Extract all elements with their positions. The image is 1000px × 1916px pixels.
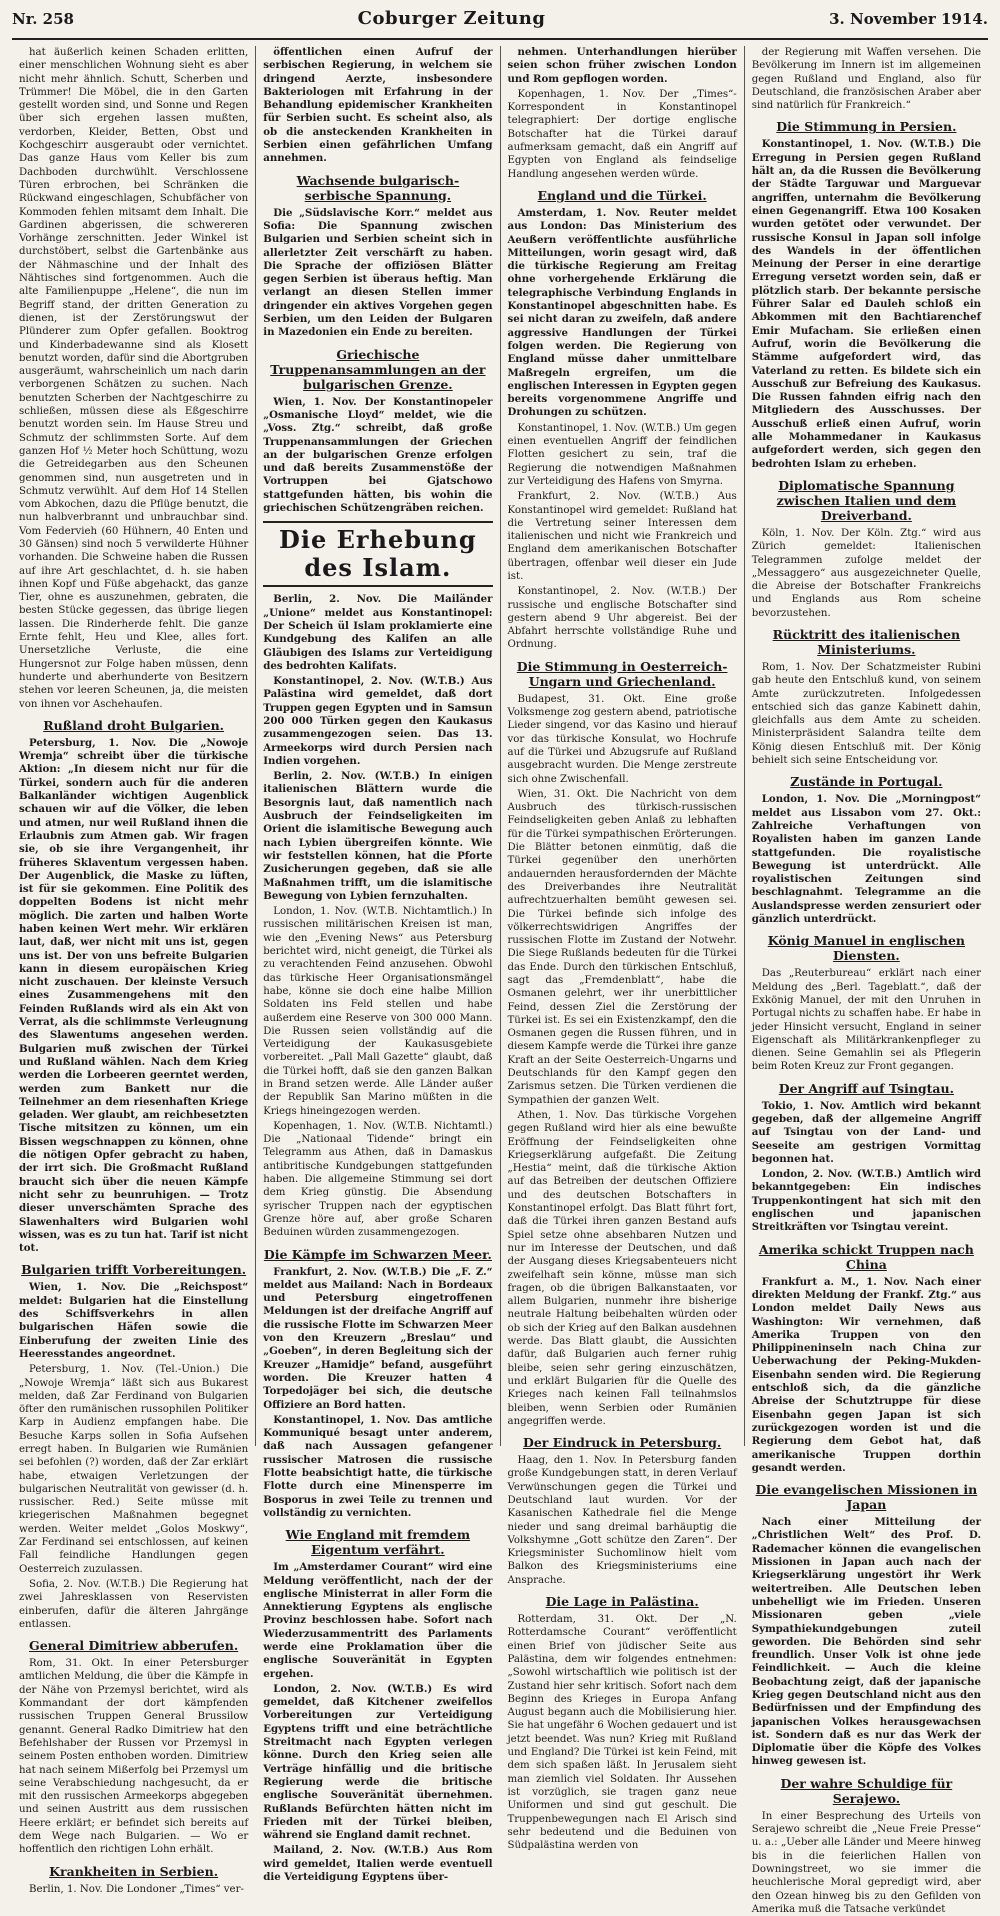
article-text: Konstantinopel, 2. Nov. (W.T.B.) Der russische und englische Botschafter sind gestern abend 9 Uhr abgereist. Bei der Abfahrt herrschte vollständige Ruhe und Ordnung.	[507, 586, 737, 651]
article-text: Frankfurt, 2. Nov. (W.T.B.) Die „F. Z.“ meldet aus Mailand: Nach in Bordeaux und Petersburg eingetroffenen Meldungen ist der dreifache Angriff auf die russische Flotte im Schwarzen Meer von den Kreuzern „Breslau“ und „Goeben“, in deren Begleitung sich der Kreuzer „Hamidje“ befand, ausgeführt worden. Die Kreuzer hatten 4 Torpedojäger bei sich, die deutsche Offiziere an Bord hatten.	[263, 1265, 493, 1411]
article-text: der Regierung mit Waffen versehen. Die Bevölkerung im Innern ist im allgemeinen gegen Rußland und England, also für Deutschland, die französischen Araber aber sind natürlich für Frankreich.“	[751, 47, 981, 112]
article-text: Die „Südslavische Korr.“ meldet aus Sofia: Die Spannung zwischen Bulgarien und Serbien scheint sich in allerletzter Zeit verschärft zu haben. Die Sprache der offiziösen Blätter gegen Serbien ist überaus heftig. Man verlangt an diesen Stellen immer dringender ein aktives Vorgehen gegen Serbien, um den Leiden der Bulgaren in Mazedonien ein Ende zu bereiten.	[263, 206, 493, 339]
article-text: öffentlichen einen Aufruf der serbischen Regierung, in welchem sie dringend Aerzte, insbesondere Bakteriologen mit Erfahrung in der Behandlung epidemischer Krankheiten für Serbien sucht. Es scheint also, als ob die ansteckenden Krankheiten in Serbien einen gefährlichen Umfang annehmen.	[263, 46, 493, 165]
article-text: nehmen. Unterhandlungen hierüber seien schon früher zwischen London und Rom gepflogen worden.	[507, 46, 737, 85]
article-text: Petersburg, 1. Nov. Die „Nowoje Wremja“ schreibt über die türkische Aktion: „In diesem nicht nur für die Türkei, sondern auch für die anderen Balkanländer wichtigen Augenblick schauen wir auf die Völker, die leben und atmen, nur weil Rußland ihnen die Erlaubnis zum Atmen gab. Wir fragen sie, ob sie ihre Vergangenheit, ihr früheres Sklaventum vergessen haben. Der Augenblick, die Maske zu lüften, ist für sie gekommen. Eine Politik des doppelten Bodens ist nicht mehr möglich. Die zarten und halben Worte haben keinen Wert mehr. Wir erklären laut, daß, wer nicht mit uns ist, gegen uns ist. Der von uns befreite Bulgarien kann in diesem europäischen Krieg nicht zuschauen. Der kleinste Versuch eines Zusammengehens mit den Feinden Rußlands wird als ein Akt von Verrat, als die schlimmste Verleugnung des Slawentums angesehen werden. Bulgarien muß zwischen der Türkei und Rußland wählen. Nach dem Krieg werden die Lorbeeren geerntet werden, werden zum Bankett nur die Teilnehmer an dem riesenhaften Kriege geladen. Wer glaubt, am reichbesetzten Tische mitsitzen zu können, um ein Bissen wegschnappen zu können, ohne die nötigen Opfer gebracht zu haben, der irrt sich. Die Großmacht Rußland braucht sich über die neuen Kämpfe nicht sehr zu beunruhigen. — Trotz dieser unverschämten Sprache des Slawenhalters wird Bulgarien wohl wissen, was es zu tun hat. Tarif ist nicht tot.	[19, 736, 249, 1255]
main-headline: Die Erhebung des Islam.	[263, 521, 492, 587]
column-2	[256, 46, 500, 1884]
article-text: Budapest, 31. Okt. Eine große Volksmenge zog gestern abend, patriotische Lieder singend, vor das Kasino und hierauf vor das türkische Konsulat, wo Hochrufe auf die Türkei und Abzugsrufe auf Rußland ausgebracht wurden. Die Menge zerstreute sich ohne Zwischenfall.	[507, 693, 737, 785]
issue-number: Nr. 258	[12, 10, 74, 28]
article-text: Tokio, 1. Nov. Amtlich wird bekannt gegeben, daß der allgemeine Angriff auf Tsingtau von der Land- und Seeseite am gestrigen Vormittag begonnen hat.	[751, 1099, 981, 1165]
headline: Die Kämpfe im Schwarzen Meer.	[263, 1246, 492, 1262]
headline: Zustände in Portugal.	[790, 774, 943, 790]
headline: König Manuel in englischen Diensten.	[767, 933, 965, 964]
headline: Der wahre Schuldige für Serajewo.	[780, 1775, 953, 1806]
headline: Die Stimmung in Oesterreich-Ungarn und Griechenland.	[516, 658, 728, 689]
article-text: Sofia, 2. Nov. (W.T.B.) Die Regierung hat zwei Jahresklassen von Reservisten einberufen, dafür die älteren Jahrgänge entlassen.	[19, 1578, 249, 1630]
headline: General Dimitriew abberufen.	[29, 1638, 239, 1654]
headline: Rußland droht Bulgarien.	[43, 717, 225, 733]
article-text: Berlin, 2. Nov. Die Mailänder „Unione“ meldet aus Konstantinopel: Der Scheich ül Islam proklamierte eine Kundgebung des Kalifen an alle Gläubigen des Islams zur Verteidigung des bedrohten Kalifats.	[263, 593, 493, 672]
article-text: London, 1. Nov. Die „Morningpost“ meldet aus Lissabon vom 27. Okt.: Zahlreiche Verhaftungen von Royalisten haben im ganzen Lande stattgefunden. Die royalistische Bewegung ist unterdrückt. Alle royalistischen Zeitungen sind beschlagnahmt. Telegramme an die Auslandspresse werden zensuriert oder gänzlich unterdrückt.	[751, 793, 981, 926]
headline: Rücktritt des italienischen Ministeriums.	[772, 626, 961, 657]
article-text: Athen, 1. Nov. Das türkische Vorgehen gegen Rußland wird hier als eine bewußte Eröffnung der Feindseligkeiten ohne Kriegserklärung aufgefaßt. Die Zeitung „Hestia“ meint, daß die türkische Aktion auf das Betreiben der deutschen Offiziere und des deutschen Botschafters in Konstantinopel erfolgt. Das Blatt führt fort, daß die Türkei ihren ganzen Bestand aufs Spiel setze ohne absehbaren Nutzen und nur im Interesse der Deutschen, und daß der Ausgang dieses Kriegsabenteuers nicht zweifelhaft sein könne, müsse man sich fragen, ob die übrigen Balkanstaaten, vor allem Bulgarien, nunmehr ihre bisherige neutrale Haltung beibehalten würden oder ob sich der Krieg auf den Balkan ausdehnen werde. Das Blatt glaubt, die Aussichten dafür, daß Bulgarien auch ferner ruhig bleibe, seien sehr gering einzuschätzen, und erklärt Bulgarien für die Quelle des Krieges nach keinen Fall teilnahmslos bleiben, wenn Serbien oder Rumänien angegriffen werde.	[507, 1109, 737, 1427]
newspaper-title: Coburger Zeitung	[357, 8, 546, 29]
article-text: London, 2. Nov. (W.T.B.) Es wird gemeldet, daß Kitchener zweifellos Vorbereitungen zur Verteidigung Egyptens trifft und eine beträchtliche Streitmacht nach Egypten verlegen könne. Durch den Krieg seien alle Verträge hinfällig und die britische Regierung werde die britische englische Souveränität übernehmen. Rußlands Befürchten hätten nicht im Frieden mit der Türkei bleiben, während sie England damit rechnet.	[263, 1682, 493, 1842]
headline: Die Stimmung in Persien.	[776, 119, 957, 135]
headline: Diplomatische Spannung zwischen Italien und dem Dreiverband.	[776, 477, 957, 523]
article-text: Amsterdam, 1. Nov. Reuter meldet aus London: Das Ministerium des Aeußern veröffentlichte ausführliche Mitteilungen, worin gesagt wird, daß die türkische Regierung am Freitag ohne vorhergehende Erklärung die telegraphische Verbindung Englands in Konstantinopel abgeschnitten habe. Es sei nicht daran zu zweifeln, daß andere aggressive Handlungen der Türkei folgen werden. Die Regierung von England müsse daher unmittelbare Maßregeln ergreifen, um die englischen Interessen in Egypten gegen bereits vorgenommene Angriffe und Drohungen zu schützen.	[507, 206, 737, 419]
article-text: Mailand, 2. Nov. (W.T.B.) Aus Rom wird gemeldet, Italien werde eventuell die Verteidigung Egyptens über-	[263, 1844, 493, 1884]
headline: Amerika schickt Truppen nach China	[758, 1241, 974, 1272]
article-text: Nach einer Mitteilung der „Christlichen Welt“ des Prof. D. Rademacher können die evangelischen Missionen in Japan auch nach der Kriegserklärung ungestört ihr Werk weitertreiben. Alle Deutschen leben unbehelligt wie im Frieden. Unseren Missionaren geben „viele Sympathiekundgebungen zuteil geworden. Die Behörden sind sehr freundlich. Unser Volk ist ohne jede Feindlichkeit. — Auch die kleine Beobachtung zeigt, daß der japanische Krieg gegen Deutschland nicht aus den Bedürfnissen und der Empfindung des japanischen Volkes herausgewachsen ist. Sondern daß es nur das Werk der Diplomatie über die Köpfe des Volkes hinweg gewesen ist.	[751, 1516, 981, 1768]
article-text: hat äußerlich keinen Schaden erlitten, einer menschlichen Wohnung sieht es aber nicht mehr ähnlich. Schutt, Scherben und Trümmer! Die Möbel, die in den Garten gestellt worden sind, und Sonne und Regen über sich ergehen lassen mußten, verdorben, Kleider, Betten, Obst und Kochgeschirr ausgeraubt oder vernichtet. Das ganze Haus vom Keller bis zum Dachboden durchwühlt. Verschlossene Türen erbrochen, bei Schränken die Rückwand eingeschlagen, Schubfächer von Kommoden fehlen mitsamt dem Inhalt. Die Gardinen abgerissen, die schwereren Vorhänge zerschnitten. Jeder Winkel ist durchstöbert, selbst die Gartenbänke aus der Nähmaschine und der Inhalt des Nähtisches sind fortgenommen. Auch die alte Familienpuppe „Helene“, die nun im Begriff stand, der dritten Generation zu dienen, ist der Zerstörungswut der Plünderer zum Opfer gefallen. Booktrog und Kinderbadewanne sind als Klosett benutzt worden, dafür sind die Abortgruben ausgeräumt, wahrscheinlich um nach darin verborgenen Schätzen zu suchen. Nach benutzten Scherben der Nachtgeschirre zu schließen, müssen diese als Eßgeschirre benutzt worden sein. Im Hause Streu und Schmutz der schlimmsten Sorte. Auf dem ganzen Hof ½ Meter hoch Schüttung, wozu die Getreidegarben aus den Scheunen genommen sind, nun ausgetreten und in Schmutz verwühlt. Auf dem Hof 14 Stellen vom Abkochen, dazu die Pflüge benutzt, die nun halbverbrannt und unbrauchbar sind. Vom Federvieh (60 Hühnern, 40 Enten und 30 Gänsen) sind noch 5 verwilderte Hühner vorhanden. Die Schweine haben die Russen auf ihre Art geschlachtet, d. h. sie haben ihnen Kopf und Füße abgehackt, das ganze Tier, ohne es auszunehmen, gebraten, die besten Stücke gegessen, das übrige liegen lassen. Die Rinderherde fehlt. Die ganze Ernte fehlt, Heu und Klee, alles fort. Unersetzliche Verluste, die eine Hungersnot zur Folge haben müssen, denn hunderte und aberhunderte von Besitzern stehen vor leeren Scheunen, ja, die meisten von ihnen vor Aschehaufen.	[19, 47, 249, 710]
article-text: Konstantinopel, 1. Nov. Das amtliche Kommuniqué besagt unter anderem, daß nach Aussagen gefangener russischer Matrosen die russische Flotte beabsichtigt hatte, die türkische Flotte durch eine Minensperre im Bosporus in zwei Teile zu trennen und vollständig zu vernichten.	[263, 1413, 493, 1519]
headline: Der Angriff auf Tsingtau.	[778, 1080, 954, 1096]
article-text: Kopenhagen, 1. Nov. (W.T.B. Nichtamtl.) Die „Nationaal Tidende“ bringt ein Telegramm aus Athen, daß in Damaskus antibritische Kundgebungen stattgefunden haben. Die allgemeine Stimmung sei dort dem Krieg günstig. Die Absendung syrischer Truppen nach der egyptischen Grenze höre auf, aber große Scharen Beduinen würden zusammengezogen.	[263, 1120, 493, 1239]
headline: England und die Türkei.	[537, 187, 707, 203]
article-text: Konstantinopel, 1. Nov. (W.T.B.) Die Erregung in Persien gegen Rußland hält an, da die Russen die Bevölkerung der Städte Targuwar und Marguevar angriffen, unternahm die Bevölkerung einen Gegenangriff. Etwa 100 Kosaken wurden getötet oder verwundet. Der russische Konsul in Japan soll infolge des Wandels in der öffentlichen Meinung der Perser in eine derartige Erregung versetzt worden sein, daß er plötzlich starb. Der bekannte persische Führer Salar ed Dauleh schloß ein Abkommen mit den Bachtiarenchef Emir Mufacham. Sie erließen einen Aufruf, worin die Bevölkerung die Stämme aufgefordert wird, das Vaterland zu retten. Es bildete sich ein Ausschuß zur Befreiung des Kaukasus. Die Russen fahnden eifrig nach den Mitgliedern des Ausschusses. Der Ausschuß erließ einen Aufruf, worin alle Mohammedaner in Kaukasus aufgefordert werden, sich gegen den bedrohten Islam zu erheben.	[751, 138, 981, 470]
article-text: Petersburg, 1. Nov. (Tel.-Union.) Die „Nowoje Wremja“ läßt sich aus Bukarest melden, daß Zar Ferdinand von Bulgarien öfter den rumänischen russophilen Politiker Karp in Audienz empfangen habe. Die Besuche Karps sollen in Sofia Aufsehen erregt haben. In Bulgarien wie Rumänien sei befohlen (?) worden, daß der Zar erklärt habe, etwaigen Verletzungen der bulgarischen Neutralität von gewisser (d. h. russischer. Red.) Seite müsse mit kriegerischen Maßnahmen begegnet werden. Weiter meldet „Golos Moskwy“, Zar Ferdinand sei entschlossen, auf keinen Fall feindliche Handlungen gegen Oesterreich zuzulassen.	[19, 1364, 249, 1575]
column-1	[12, 46, 256, 1895]
article-text: Berlin, 1. Nov. Die Londoner „Times“ ver-	[29, 1883, 244, 1895]
article-text: Wien, 1. Nov. Der Konstantinopeler „Osmanische Lloyd“ meldet, wie die „Voss. Ztg.“ schreibt, daß große Truppenansammlungen der Griechen an der bulgarischen Grenze erfolgen und daß bereits Zusammenstöße der Vortruppen bei Gjatschowo stattgefunden hätten, bis wohin die griechischen Schützengräben reichen.	[263, 395, 493, 515]
article-text: Frankfurt, 2. Nov. (W.T.B.) Aus Konstantinopel wird gemeldet: Rußland hat die Vertretung seiner Interessen dem italienischen und nicht wie Frankreich und England dem amerikanischen Botschafter übertragen, offenbar weil dieser ein Jude ist.	[507, 491, 737, 582]
article-text: Köln, 1. Nov. Der Köln. Ztg.“ wird aus Zürich gemeldet: Italienischen Telegrammen zufolge meldet der „Messaggero“ aus ausgezeichneter Quelle, die Abreise der Botschafter Frankreichs und Englands aus Rom scheine bevorzustehen.	[751, 527, 981, 619]
article-text: Rom, 31. Okt. In einer Petersburger amtlichen Meldung, die über die Kämpfe in der Nähe von Przemysl berichtet, wird als Kommandant der dort kämpfenden russischen Truppen General Brussilow genannt. General Radko Dimitriew hat den Befehlshaber der Russen vor Przemysl in seinem Posten enthoben worden. Dimitriew hat nach seinem Mißerfolg bei Przemysl um seine Verabschiedung nachgesucht, da er mit den russischen Armeekorps abgegeben und seinen Austritt aus dem russischen Heere erklärt; er befindet sich bereits auf dem Wege nach Bulgarien. — Wo er hoffentlich den richtigen Lohn erhält.	[19, 1658, 249, 1856]
article-text: Wien, 1. Nov. Die „Reichspost“ meldet: Bulgarien hat die Einstellung des Schiffsverkehrs in allen bulgarischen Häfen sowie die Einberufung der zweiten Linie des Heeresstandes angeordnet.	[19, 1281, 249, 1360]
headline: Der Eindruck in Petersburg.	[523, 1435, 722, 1451]
headline: Bulgarien trifft Vorbereitungen.	[21, 1262, 247, 1278]
article-text: Kopenhagen, 1. Nov. Der „Times“-Korrespondent in Konstantinopel telegraphiert: Der dortige englische Botschafter hat die Türkei darauf aufmerksam gemacht, daß ein Angriff auf Egypten von England als feindselige Handlung angesehen werden würde.	[507, 88, 737, 180]
column-4	[745, 46, 988, 1915]
headline: Die evangelischen Missionen in Japan	[755, 1482, 978, 1513]
article-text: In einer Besprechung des Urteils von Serajewo schreibt die „Neue Freie Presse“ u. a.: „Ueber alle Länder und Meere hinweg bis in die feierlichen Hallen von Downingstreet, wo sie immer die heuchlerische Moral gepredigt wird, aber den Ozean hinweg bis zu den Gefilden von Amerika muß die Tatsache verkündet	[751, 1810, 981, 1915]
masthead	[12, 8, 988, 40]
columns	[12, 46, 988, 1915]
article-text: Im „Amsterdamer Courant“ wird eine Meldung veröffentlicht, nach der der englische Ministerrat in aller Form die Annektierung Egyptens als englische Provinz beschlossen habe. Sofort nach Wiederzusammentritt des Parlaments werde eine Proklamation über die englische Souveränität in Egypten ergehen.	[263, 1561, 493, 1680]
article-text: Rom, 1. Nov. Der Schatzmeister Rubini gab heute den Entschluß kund, von seinem Amte zurückzutreten. Infolgedessen entschied sich das ganze Kabinett dahin, gleichfalls aus dem Amte zu scheiden. Ministerpräsident Salandra teilte dem König diesen Entschluß mit. Der König behielt sich seine Entscheidung vor.	[751, 661, 981, 767]
article-text: Das „Reuterbureau“ erklärt nach einer Meldung des „Berl. Tageblatt.“, daß der Exkönig Manuel, der mit den Unruhen in Portugal nichts zu schaffen habe. Er habe in jeder Hinsicht versucht, England in seiner Eigenschaft als Militärkrankenpfleger zu dienen. Seine Gemahlin sei als Pflegerin beim Roten Kreuz zur Front gegangen.	[751, 968, 981, 1073]
headline: Die Lage in Palästina.	[545, 1594, 699, 1610]
article-text: Frankfurt a. M., 1. Nov. Nach einer direkten Meldung der Frankf. Ztg.“ aus London meldet Daily News aus Washington: Wir vernehmen, daß Amerika Truppen von den Philippineninseln nach China zur Ueberwachung der Peking-Mukden-Eisenbahn senden wird. Die Regierung entschloß sich, da die gänzliche Abreise der Schutztruppe für diese Eisenbahn gegen Japan ist sich zurückgezogen worden ist und die Regierung dem Gebot hat, daß amerikanische Truppen dorthin gesandt werden.	[751, 1275, 981, 1474]
headline: Krankheiten in Serbien.	[49, 1863, 219, 1879]
column-3	[501, 46, 745, 1852]
issue-date: 3. November 1914.	[829, 10, 988, 28]
article-text: Konstantinopel, 2. Nov. (W.T.B.) Aus Palästina wird gemeldet, daß dort Truppen gegen Egypten und in Samsun 200 000 Türken gegen den Kaukasus zusammengezogen seien. Das 13. Armeekorps wird durch Persien nach Indien vorgehen.	[263, 675, 493, 767]
headline: Griechische Truppenansammlungen an der bulgarischen Grenze.	[270, 346, 486, 392]
article-text: Wien, 31. Okt. Die Nachricht von dem Ausbruch des türkisch-russischen Feindseligkeiten geben Anlaß zu lebhaften für die Türkei sympathischen Erörterungen. Die Blätter betonen einmütig, daß die Türkei gegenüber den unerhörten andauernden herausfordernden der Mächte des Dreiverbandes ihre Neutralität aufrechtzuerhalten bemüht gewesen sei. Die Türkei befinde sich infolge des völkerrechtswidrigen Angriffes der russischen Flotte im Zustand der Notwehr. Die Siege Rußlands bedeuten für die Türkei das Ende. Durch den türkischen Entschluß, sagt das „Fremdenblatt“, habe die Osmanen gelehrt, wer ihr unerbittlicher Feind, dessen Ziel die Zerstörung der Türkei ist. Es sei ein Existenzkampf, den die Osmanen gegen die Russen führen, und in diesem Kampfe werde die Türkei ihre ganze Kraft an der Seite Oesterreich-Ungarns und Deutschlands für den Kampf gegen den Zarismus setzen. Die Türken verdienen die Sympathien der ganzen Welt.	[507, 788, 737, 1106]
article-text: Rotterdam, 31. Okt. Der „N. Rotterdamsche Courant“ veröffentlicht einen Brief von jüdischer Seite aus Palästina, dem wir folgendes entnehmen: „Sowohl wirtschaftlich wie politisch ist der Zustand hier sehr kritisch. Sofort nach dem Beginn des Krieges in Europa Anfang August begann auch die Mobilisierung hier. Sie hat ungefähr 6 Wochen gedauert und ist jetzt beendet. Was nun? Krieg mit Rußland und England? Die Türkei ist kein Feind, mit dem sich spaßen läßt. In Jerusalem sieht man ziemlich viel Soldaten. Ihr Aussehen ist vorzüglich, sie tragen ganz neue Uniformen und sind gut geschult. Die Truppenbewegungen nach El Arisch sind sehr bedeutend und die Beduinen von Südpalästina werden von	[507, 1614, 737, 1852]
article-text: Konstantinopel, 1. Nov. (W.T.B.) Um gegen einen eventuellen Angriff der feindlichen Flotten gesichert zu sein, traf die Regierung die notwendigen Maßnahmen zur Verteidigung des Hafens von Smyrna.	[507, 422, 737, 487]
headline: Wachsende bulgarisch-serbische Spannung.	[296, 172, 460, 203]
headline: Wie England mit fremdem Eigentum verfährt.	[285, 1527, 471, 1558]
article-text: London, 1. Nov. (W.T.B. Nichtamtlich.) In russischen militärischen Kreisen ist man, wie den „Evening News“ aus Petersburg berichtet wird, nicht geneigt, die Türkei als zu verachtenden Feind anzusehen. Obwohl das türkische Heer Organisationsmängel habe, könne sie doch eine halbe Million Soldaten ins Feld stellen und habe außerdem eine Reserve von 300 000 Mann. Die Russen seien vollständig auf die Verteidigung der Kaukasusgebiete vorbereitet. „Pall Mall Gazette“ glaubt, daß die Türkei hofft, daß sie den ganzen Balkan in Brand setzen werde. Alle Länder außer der Republik San Marino müßten in die Kriegs hineingezogen werden.	[263, 906, 493, 1117]
article-text: Haag, den 1. Nov. In Petersburg fanden große Kundgebungen statt, in deren Verlauf Verwünschungen gegen die Türkei und Deutschland laut wurden. Vor der Kasanischen Kathedrale fiel die Menge nieder und sang dreimal barhäuptig die Volkshymne „Gott schütze den Zaren“. Der Kriegsminister Suchomlinow hielt vom Balkon des Kriegsministeriums eine Ansprache.	[507, 1455, 737, 1586]
article-text: Berlin, 2. Nov. (W.T.B.) In einigen italienischen Blättern wurde die Besorgnis laut, daß namentlich nach Ausbruch der Feindseligkeiten im Orient die islamitische Bewegung auch nach Lybien übergreifen könnte. Wie wir feststellen können, hat die Pforte Zusicherungen gegeben, daß sie alle Maßnahmen trifft, um die islamitische Bewegung von Lybien fernzuhalten.	[263, 770, 493, 902]
article-text: London, 2. Nov. (W.T.B.) Amtlich wird bekanntgegeben: Ein indisches Truppenkontingent hat sich mit den englischen und japanischen Streitkräften vor Tsingtau vereint.	[751, 1168, 981, 1234]
